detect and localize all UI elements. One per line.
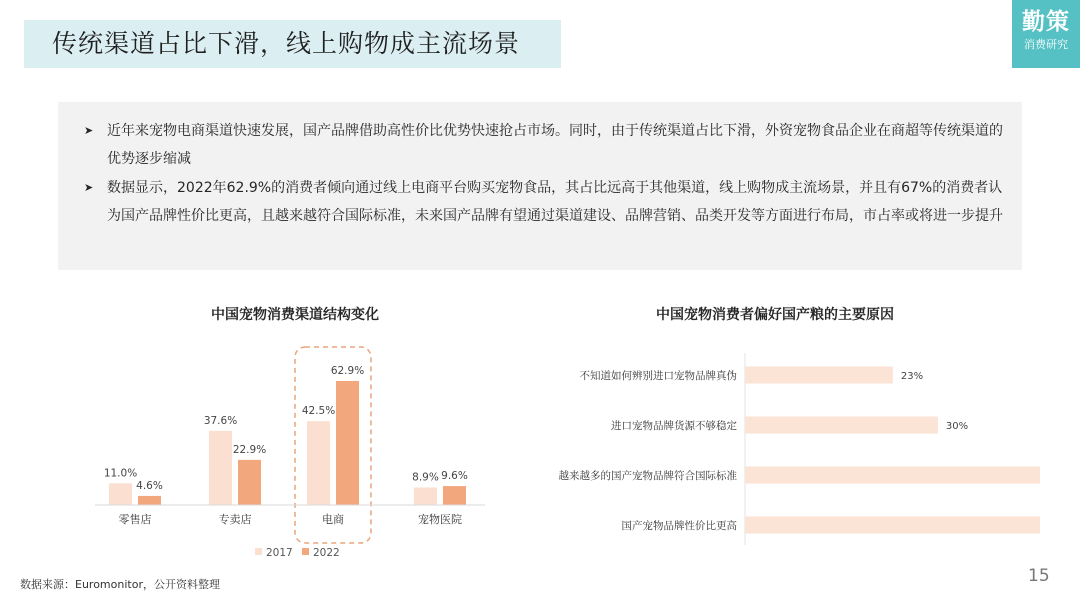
arrow-bullet-icon: ➤ [84, 181, 94, 194]
legend-swatch [255, 548, 262, 555]
logo-main-text: 勤策 [1022, 9, 1070, 35]
bar-2022 [336, 381, 359, 505]
category-label: 不知道如何辨别进口宠物品牌真伪 [579, 370, 737, 382]
summary-bullet-text: 数据显示，2022年62.9%的消费者倾向通过线上电商平台购买宠物食品，其占比远高于其他渠道，线上购物成主流场景，并且有67%的消费者认为国产品牌性价比更高，且越来越符合国际标准，未来国产品牌有望通过渠道建设、品牌营销、品类开发等方面进行布局，市占率或将进一步提升 [107, 180, 1003, 224]
bar-2017 [209, 431, 232, 505]
category-label: 越来越多的国产宠物品牌符合国际标准 [558, 470, 737, 482]
data-label: 9.6% [441, 470, 468, 483]
logo-sub-text: 消费研究 [1024, 38, 1068, 51]
channel-chart-title: 中国宠物消费渠道结构变化 [211, 307, 379, 323]
category-label: 国产宠物品牌性价比更高 [621, 520, 737, 532]
page-number: 15 [1028, 566, 1050, 586]
legend-swatch [302, 548, 309, 555]
data-label: 37.6% [203, 414, 238, 427]
data-label: 30% [945, 421, 969, 432]
category-label: 专卖店 [218, 513, 252, 526]
data-label: 22.9% [232, 443, 267, 456]
preference-reason-chart [520, 350, 1040, 550]
bar-2017 [109, 483, 132, 505]
bar-2022 [138, 496, 161, 505]
data-source-note: 数据来源：Euromonitor，公开资料整理 [20, 578, 220, 591]
channel-structure-chart [90, 340, 490, 570]
category-label: 进口宠物品牌货源不够稳定 [611, 420, 737, 432]
summary-bullet-2 [84, 174, 1004, 230]
data-label: 4.6% [136, 479, 163, 492]
reason-bar [745, 367, 893, 384]
data-label: 23% [900, 371, 924, 382]
data-label: 42.5% [301, 405, 336, 418]
reason-bar [745, 517, 1040, 534]
title-banner [24, 20, 561, 68]
data-label: 8.9% [412, 471, 439, 484]
bar-2022 [443, 486, 466, 505]
reason-chart-title: 中国宠物消费者偏好国产粮的主要原因 [656, 307, 894, 323]
bar-2022 [238, 460, 261, 505]
legend-label: 2022 [313, 547, 340, 559]
reason-bar [745, 467, 1040, 484]
brand-logo [1012, 0, 1080, 68]
data-label: 11.0% [103, 467, 138, 480]
bar-2017 [307, 421, 330, 505]
category-label: 宠物医院 [418, 513, 462, 526]
reason-bar [745, 417, 938, 434]
summary-bullet-text: 近年来宠物电商渠道快速发展，国产品牌借助高性价比优势快速抢占市场。同时，由于传统渠道占比下滑，外资宠物食品企业在商超等传统渠道的优势逐步缩减 [107, 123, 1003, 167]
bar-2017 [414, 487, 437, 505]
legend-label: 2017 [266, 547, 293, 559]
page-title: 传统渠道占比下滑，线上购物成主流场景 [52, 29, 521, 58]
summary-bullet-1 [84, 117, 1004, 173]
category-label: 零售店 [118, 513, 152, 526]
arrow-bullet-icon: ➤ [84, 124, 94, 137]
summary-box [58, 102, 1022, 270]
data-label: 62.9% [330, 364, 365, 377]
category-label: 电商 [322, 513, 344, 526]
